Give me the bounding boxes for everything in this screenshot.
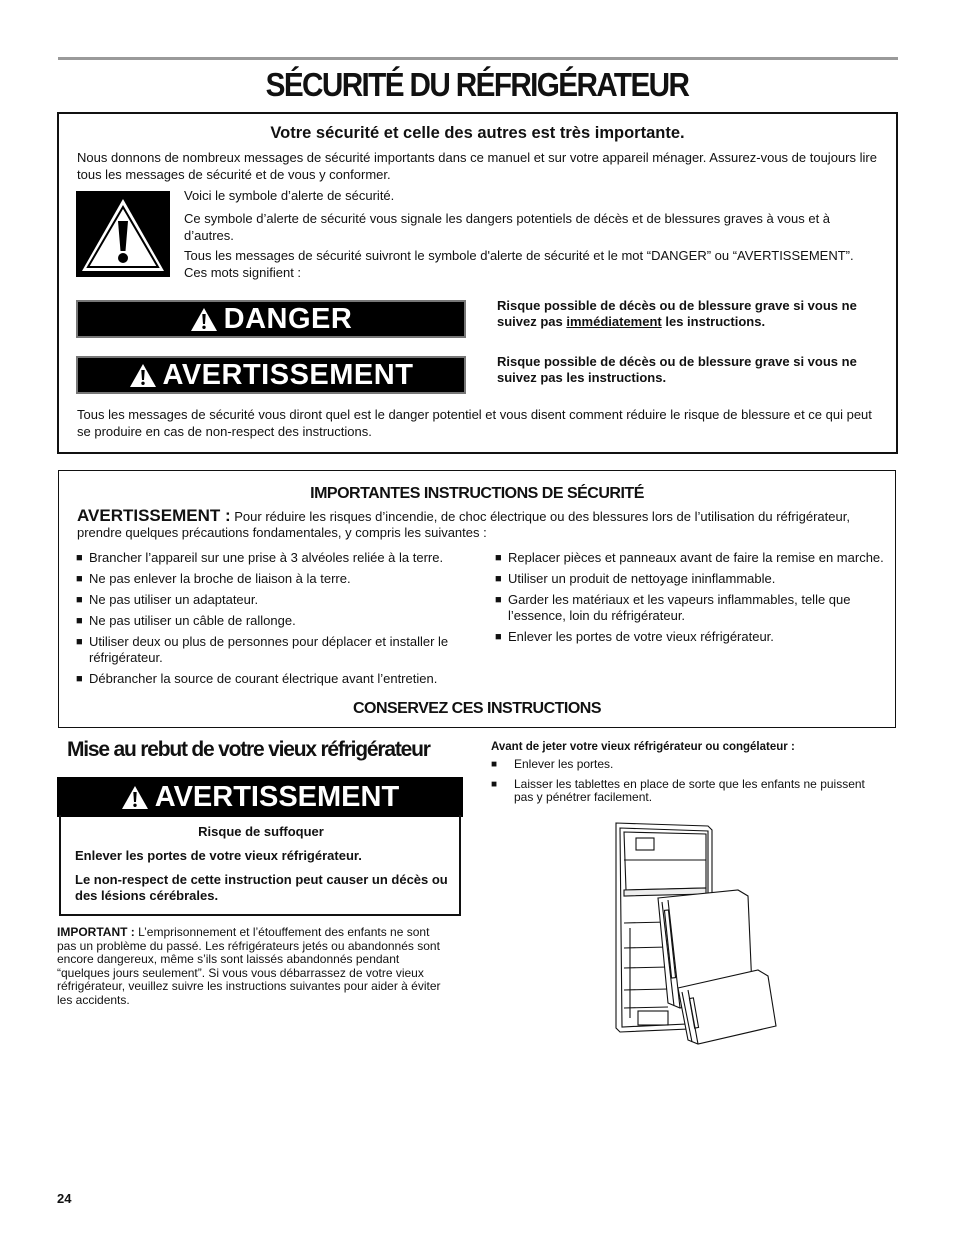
list-item: ■ Utiliser un produit de nettoyage ininflammable. <box>495 571 776 586</box>
danger-desc-part-2: les instructions. <box>661 314 766 329</box>
safety-intro: Nous donnons de nombreux messages de sécurité importants dans ce manuel et sur votre appareil ménager. Assurez-vous de toujours lire tous les messages de sécurité et de vous y conformer. <box>77 150 877 182</box>
instructions-warning-text: Pour réduire les risques d’incendie, de choc électrique ou des blessures lors de l’utilisation du réfrigérateur, prendre quelques précautions fondamentales, y compris les suivantes : <box>77 509 850 540</box>
list-item: ■ Ne pas utiliser un adaptateur. <box>76 592 259 607</box>
list-item: ■ Replacer pièces et panneaux avant de faire la remise en marche. <box>495 550 884 565</box>
disposal-warning-label: AVERTISSEMENT <box>154 780 400 813</box>
safety-heading: Votre sécurité et celle des autres est très importante. <box>270 124 685 142</box>
danger-desc-underline: immédiatement <box>566 314 662 329</box>
square-bullet-icon: ■ <box>76 615 83 627</box>
instructions-box <box>58 470 896 728</box>
square-bullet-icon: ■ <box>76 636 83 648</box>
list-item: ■ Enlever les portes de votre vieux réfrigérateur. <box>495 629 774 644</box>
square-bullet-icon: ■ <box>495 631 502 643</box>
square-bullet-icon: ■ <box>76 573 83 585</box>
disposal-warning-banner <box>57 777 463 817</box>
symbol-line-1: Voici le symbole d’alerte de sécurité. <box>184 188 395 203</box>
danger-banner <box>76 300 466 338</box>
consequence-text: Le non-respect de cette instruction peut causer un décès ou des lésions cérébrales. <box>75 872 448 903</box>
instructions-footer: CONSERVEZ CES INSTRUCTIONS <box>352 700 602 717</box>
square-bullet-icon: ■ <box>495 594 502 606</box>
disposal-heading: Mise au rebut de votre vieux réfrigérateur <box>67 738 430 761</box>
instructions-warning <box>77 508 877 541</box>
instructions-warning-label: AVERTISSEMENT : <box>77 506 231 525</box>
warning-triangle-icon <box>129 363 157 388</box>
list-item: ■ Brancher l’appareil sur une prise à 3 alvéoles reliée à la terre. <box>76 550 444 565</box>
action-text: Enlever les portes de votre vieux réfrigérateur. <box>75 848 362 863</box>
disposal-warning-box <box>59 815 461 916</box>
warning-description: Risque possible de décès ou de blessure grave si vous ne suivez pas les instructions. <box>497 354 857 385</box>
square-bullet-icon: ■ <box>491 778 498 790</box>
list-item: ■ Ne pas enlever la broche de liaison à la terre. <box>76 571 351 586</box>
list-item: ■ Enlever les portes. <box>491 757 614 771</box>
square-bullet-icon: ■ <box>495 552 502 564</box>
instructions-heading: IMPORTANTES INSTRUCTIONS DE SÉCURITÉ <box>310 485 644 502</box>
square-bullet-icon: ■ <box>491 759 498 770</box>
warning-triangle-icon <box>190 307 218 332</box>
page-number: 24 <box>57 1191 72 1206</box>
before-disposal-heading: Avant de jeter votre vieux réfrigérateur ou congélateur : <box>491 741 795 753</box>
list-item: ■ Ne pas utiliser un câble de rallonge. <box>76 613 296 628</box>
instructions-list-right <box>495 550 885 650</box>
refrigerator-doors-removed-illustration <box>608 818 778 1048</box>
safety-outro: Tous les messages de sécurité vous diront quel est le danger potentiel et vous disent comment réduire le risque de blessure et ce qui peut se produire en cas de non-respect des instructions. <box>77 407 872 439</box>
danger-label: DANGER <box>223 302 353 335</box>
safety-alert-icon <box>76 191 170 277</box>
important-label: IMPORTANT : <box>57 925 135 939</box>
square-bullet-icon: ■ <box>76 552 83 564</box>
top-rule <box>58 57 898 60</box>
important-paragraph <box>57 926 452 1007</box>
list-item: ■ Débrancher la source de courant électrique avant l’entretien. <box>76 671 438 686</box>
page-title: SÉCURITÉ DU RÉFRIGÉRATEUR <box>265 66 689 103</box>
danger-desc-part-1: Risque possible de décès ou de blessure grave si vous ne suivez pas <box>497 298 857 329</box>
safety-message-box <box>57 112 898 454</box>
square-bullet-icon: ■ <box>76 673 83 685</box>
important-text: L’emprisonnement et l’étouffement des enfants ne sont pas un problème du passé. Les réfrigérateurs jetés ou abandonnés sont encore dangereux, même s’ils sont laissés abandonnés pendant “quelques jours seulement”. Si vous vous débarrassez de votre vieux réfrigérateur, veuillez suivre les instructions suivantes pour aider à éviter les accidents. <box>57 925 441 1007</box>
list-item: ■ Utiliser deux ou plus de personnes pour déplacer et installer le réfrigérateur. <box>76 634 449 665</box>
square-bullet-icon: ■ <box>76 594 83 606</box>
warning-triangle-icon <box>121 785 149 810</box>
square-bullet-icon: ■ <box>495 573 502 585</box>
list-item: ■ Laisser les tablettes en place de sorte que les enfants ne puissent pas y pénétrer facilement. <box>491 776 865 804</box>
danger-description <box>497 298 892 330</box>
before-disposal-list <box>491 758 871 811</box>
warning-banner <box>76 356 466 394</box>
warning-label: AVERTISSEMENT <box>162 358 414 391</box>
list-item: ■ Garder les matériaux et les vapeurs inflammables, telle que l’essence, loin du réfrigérateur. <box>495 592 851 623</box>
risk-text: Risque de suffoquer <box>198 824 324 839</box>
symbol-line-2: Ce symbole d’alerte de sécurité vous signale les dangers potentiels de décès et de blessures graves à vous et à d’autres. <box>184 211 831 243</box>
symbol-line-3: Tous les messages de sécurité suivront le symbole d'alerte de sécurité et le mot “DANGER” ou “AVERTISSEMENT”. Ces mots signifient : <box>184 248 854 280</box>
instructions-list-left <box>76 550 481 692</box>
